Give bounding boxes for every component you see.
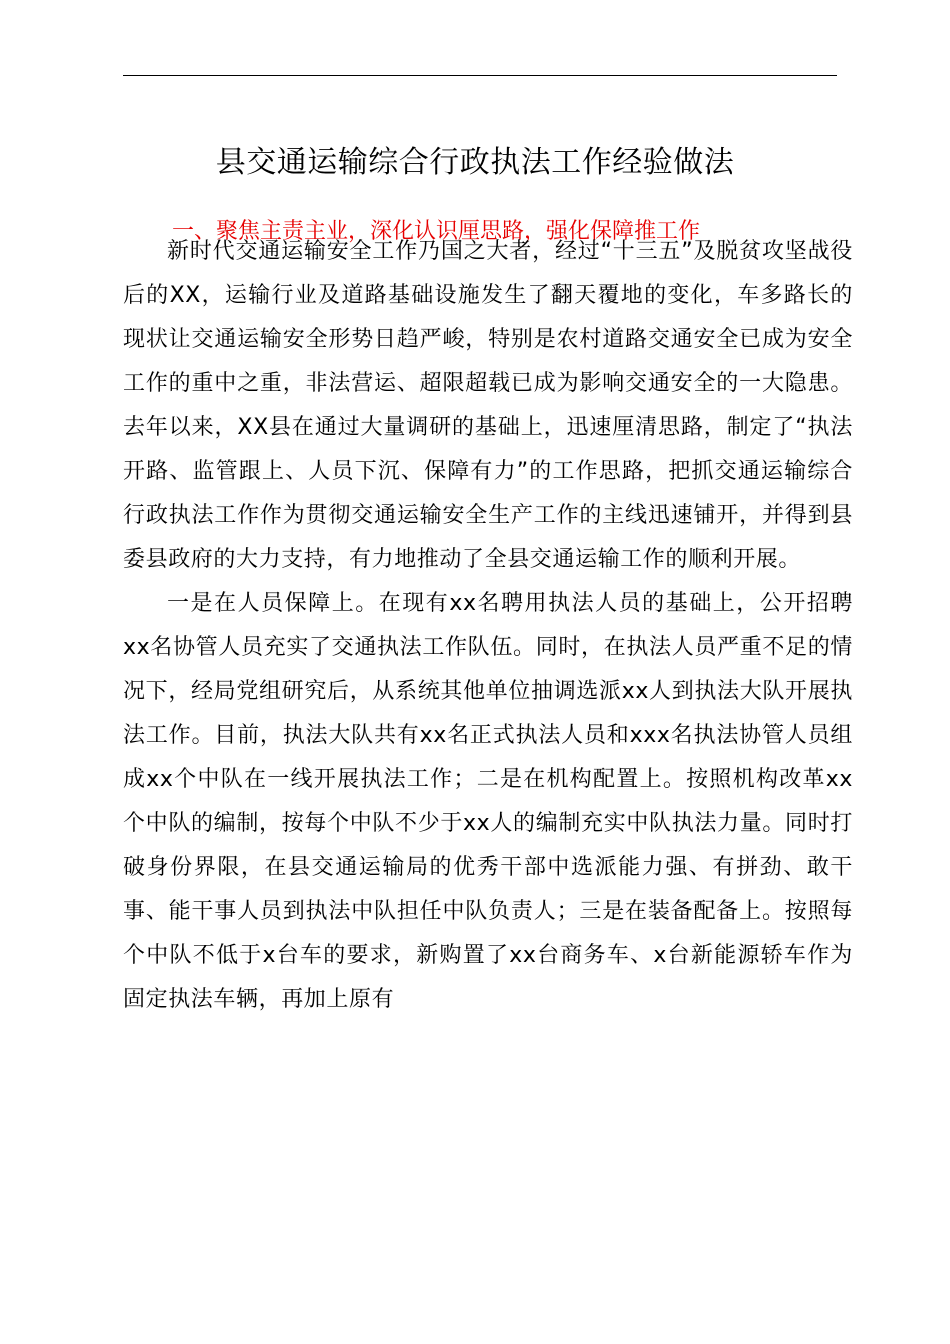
paragraph: 新时代交通运输安全工作乃国之大者，经过“十三五”及脱贫攻坚战役后的XX，运输行业及道路基础设施发生了翻天覆地的变化，车多路长的现状让交通运输安全形势日趋严峻，特别是农村道路交通安全已成为安全工作的重中之重，非法营运、超限超载已成为影响交通安全的一大隐患。去年以来，XX县在通过大量调研的基础上，迅速厘清思路，制定了“执法开路、监管跟上、人员下沉、保障有力”的工作思路，把抓交通运输综合行政执法工作作为贯彻交通运输安全生产工作的主线迅速铺开，并得到县委县政府的大力支持，有力地推动了全县交通运输工作的顺利开展。 — [123, 239, 853, 572]
paragraph: 一是在人员保障上。在现有xx名聘用执法人员的基础上，公开招聘xx名协管人员充实了交通执法工作队伍。同时，在执法人员严重不足的情况下，经局党组研究后，从系统其他单位抽调选派xx人到执法大队开展执法工作。目前，执法大队共有xx名正式执法人员和xxx名执法协管人员组成xx个中队在一线开展执法工作；二是在机构配置上。按照机构改革xx个中队的编制，按每个中队不少于xx人的编制充实中队执法力量。同时打破身份界限，在县交通运输局的优秀干部中选派能力强、有拼劲、敢干事、能干事人员到执法中队担任中队负责人；三是在装备配备上。按照每个中队不低于x台车的要求，新购置了xx台商务车、x台新能源轿车作为固定执法车辆，再加上原有 — [123, 591, 853, 1012]
header-rule — [123, 75, 837, 76]
body-text — [123, 230, 853, 1022]
section-heading: 一、聚焦主责主业，深化认识厘思路，强化保障推工作 — [172, 219, 701, 244]
document-title: 县交通运输综合行政执法工作经验做法 — [215, 145, 735, 180]
